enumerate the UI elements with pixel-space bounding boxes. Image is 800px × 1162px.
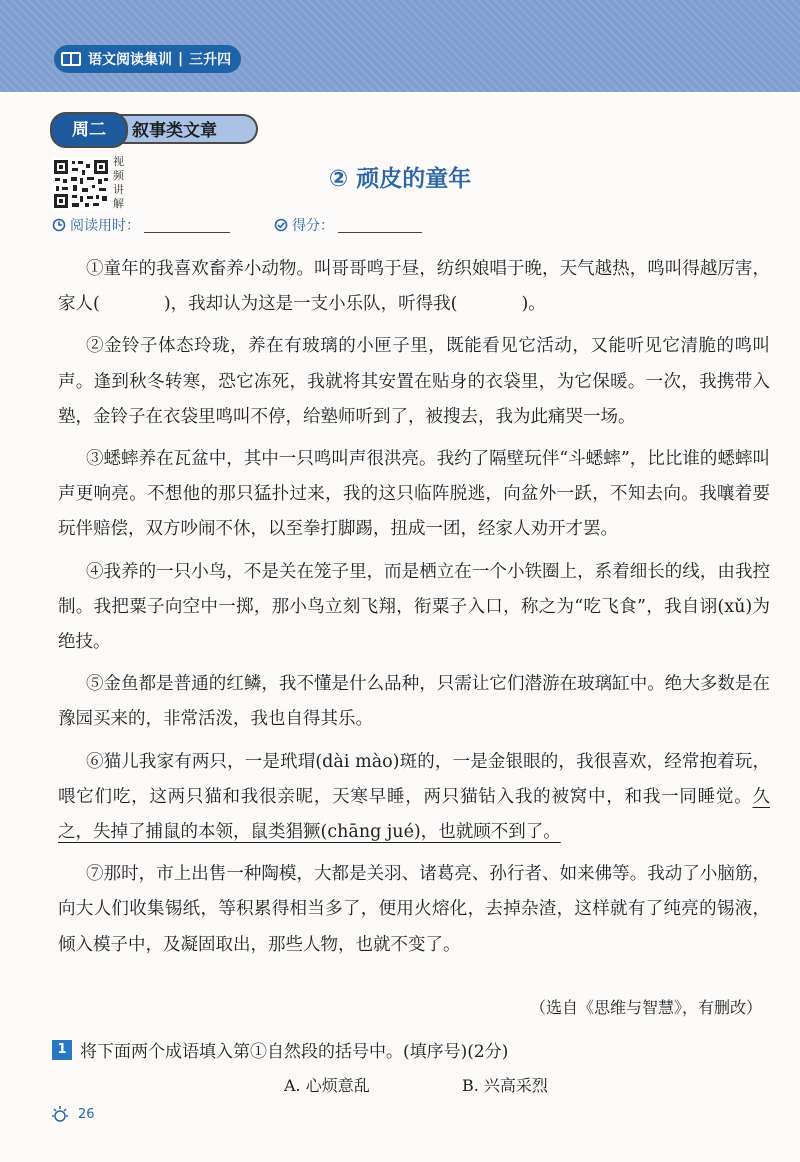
page-footer xyxy=(50,1104,95,1124)
score-label: 得分： xyxy=(292,218,334,234)
page-number: 26 xyxy=(78,1106,95,1122)
article-body xyxy=(58,252,770,970)
score-field xyxy=(274,215,422,235)
reading-time-label: 阅读用时： xyxy=(70,218,140,234)
paragraph-5: ⑤金鱼都是普通的红鳞，我不懂是什么品种，只需让它们潜游在玻璃缸中。绝大多数是在豫园买来的，非常活泼，我也自得其乐。 xyxy=(58,674,770,730)
series-title: 语文阅读集训 xyxy=(88,52,172,68)
week-tab xyxy=(50,110,258,148)
paragraph-3: ③蟋蟀养在瓦盆中，其中一只鸣叫声很洪亮。我约了隔壁玩伴“斗蟋蟀”，比比谁的蟋蟀叫声更响亮。不想他的那只猛扑过来，我的这只临阵脱逃，向盆外一跃，不知去向。我嚷着要玩伴赔偿，双方吵闹不休，以至拳打脚踢，扭成一团，经家人劝开才罢。 xyxy=(58,449,770,540)
paragraph-1-part-c: )。 xyxy=(521,294,546,315)
option-a[interactable]: A. 心烦意乱 xyxy=(284,1076,370,1095)
series-badge xyxy=(54,45,241,73)
sun-icon xyxy=(50,1104,74,1124)
reading-time-field xyxy=(52,215,230,235)
question-number-badge: 1 xyxy=(52,1040,72,1060)
check-circle-icon xyxy=(274,218,288,232)
reading-time-blank[interactable] xyxy=(144,217,230,233)
day-label: 周二 xyxy=(50,112,128,148)
paragraph-7: ⑦那时，市上出售一种陶模，大都是关羽、诸葛亮、孙行者、如来佛等。我动了小脑筋，向大人们收集锡纸，等积累得相当多了，便用火熔化，去掉杂渣，这样就有了纯亮的锡液，倾入模子中，及凝固取出，那些人物，也就不变了。 xyxy=(58,864,770,955)
question-1 xyxy=(52,1037,508,1062)
header-band xyxy=(0,0,800,92)
source-citation: （选自《思维与智慧》，有删改） xyxy=(529,998,762,1017)
paragraph-2: ②金铃子体态玲珑，养在有玻璃的小匣子里，既能看见它活动，又能听见它清脆的鸣叫声。逢到秋冬转寒，恐它冻死，我就将其安置在贴身的衣袋里，为它保暖。一次，我携带入塾，金铃子在衣袋里鸣叫不停，给塾师听到了，被搜去，我为此痛哭一场。 xyxy=(58,336,770,427)
paragraph-1-part-b: )，我却认为这是一支小乐队，听得我( xyxy=(163,294,458,315)
category-label: 叙事类文章 xyxy=(116,114,258,144)
option-b[interactable]: B. 兴高采烈 xyxy=(462,1076,548,1095)
series-grade: 三升四 xyxy=(189,52,232,68)
paragraph-6-underlined-sentence: 久之，失掉了捕鼠的本领，鼠类猖獗(chāng jué)，也就顾不到了。 xyxy=(58,786,770,843)
paragraph-1-part-a: ①童年的我喜欢畜养小动物。叫哥哥鸣于昼，纺织娘唱于晚，天气越热，鸣叫得越厉害，家人( xyxy=(58,259,770,315)
book-icon xyxy=(60,50,82,68)
series-separator: | xyxy=(178,51,184,67)
score-blank[interactable] xyxy=(338,217,422,233)
paragraph-6 xyxy=(58,745,770,851)
paragraph-6-text: ⑥猫儿我家有两只，一是玳瑁(dài mào)斑的，一是金银眼的，我很喜欢，经常抱着玩，喂它们吃，这两只猫和我很亲昵，天寒早睡，两只猫钻入我的被窝中，和我一同睡觉。 xyxy=(58,751,770,807)
paragraph-1 xyxy=(58,252,770,322)
question-text: 将下面两个成语填入第①自然段的括号中。(填序号)(2分) xyxy=(80,1042,509,1062)
clock-icon xyxy=(52,218,66,232)
article-title: ② 顽皮的童年 xyxy=(328,166,472,192)
video-explanation-label: 视频讲解 xyxy=(113,155,124,210)
paragraph-4: ④我养的一只小鸟，不是关在笼子里，而是栖立在一个小铁圈上，系着细长的线，由我控制。我把粟子向空中一掷，那小鸟立刻飞翔，衔粟子入口，称之为“吃飞食”，我自诩(xǔ)为绝技。 xyxy=(58,561,770,653)
meta-row xyxy=(52,215,512,239)
